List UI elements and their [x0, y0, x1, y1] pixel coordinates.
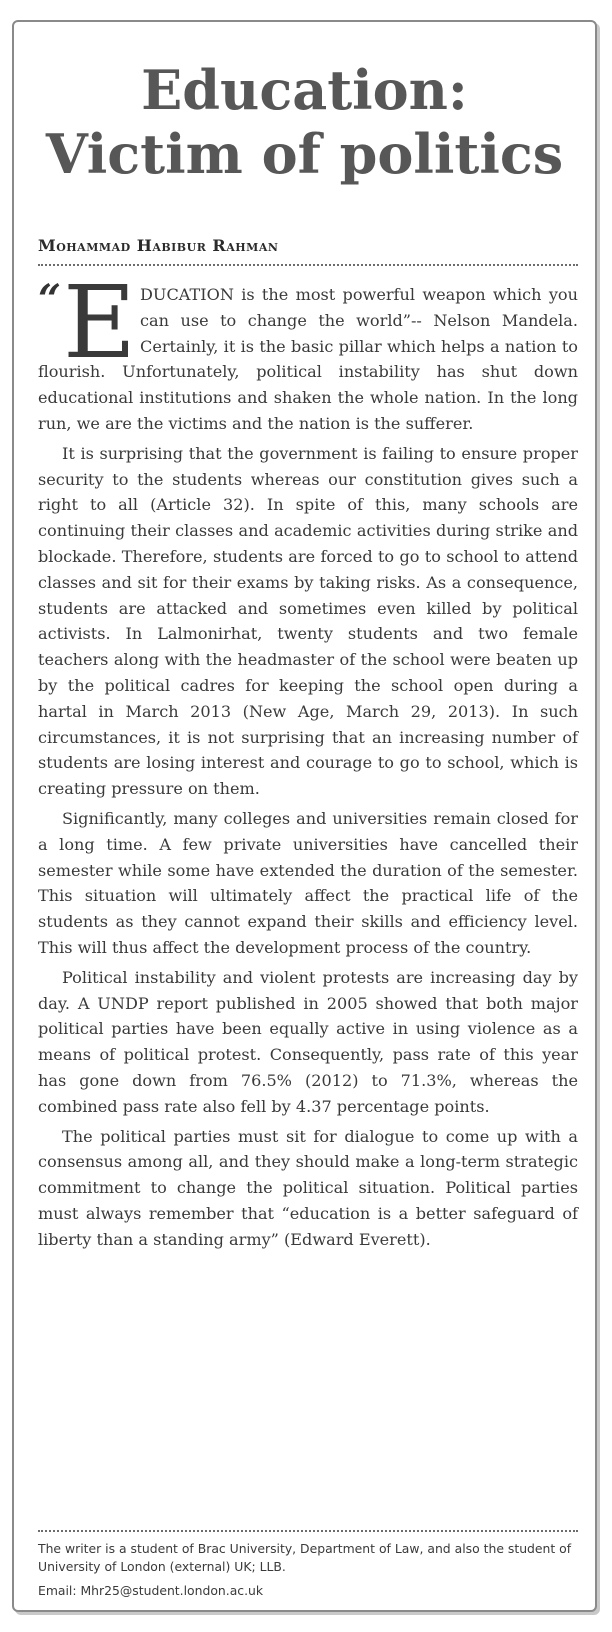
- paragraph-1-text: DUCATION is the most powerful weapon which you can use to change the world”-- Nelson Mandela. Certainly, it is the basic pillar which helps a nation to flourish. Unfortunately, political instability has shut down educational institutions and shaken the whole nation. In the long run, we are the victims and the nation is the sufferer.: [38, 285, 578, 433]
- drop-cap: E: [63, 264, 137, 381]
- paragraph-4: Political instability and violent protests are increasing day by day. A UNDP report published in 2005 showed that both major political parties have been equally active in using violence as a means of political protest. Consequently, pass rate of this year has gone down from 76.5% (2012) to 71.3%, whereas the combined pass rate also fell by 4.37 percentage points.: [38, 967, 578, 1116]
- article-body: [38, 264, 578, 1252]
- headline-line-2: Victim of politics: [45, 122, 564, 186]
- headline: [12, 58, 597, 186]
- author-note: [38, 1540, 578, 1600]
- paragraph-5: The political parties must sit for dialogue to come up with a consensus among all, and they should make a long-term strategic commitment to change the political situation. Political parties must always remember that “education is a better safeguard of liberty than a standing army” (Edward Everett).: [38, 1126, 578, 1249]
- quote-mark: “: [38, 276, 62, 323]
- author-email: Email: Mhr25@student.london.ac.uk: [38, 1583, 264, 1598]
- dotted-divider-bottom: [38, 1530, 578, 1532]
- paragraph-2: It is surprising that the government is failing to ensure proper security to the students whereas our constitution gives such a right to all (Article 32). In spite of this, many schools are continuing their classes and academic activities during strike and blockade. Therefore, students are forced to go to school to attend classes and sit for their exams by taking risks. As a consequence, students are attacked and sometimes even killed by political activists. In Lalmonirhat, twenty students and two female teachers along with the headmaster of the school were beaten up by the political cadres for keeping the school open during a hartal in March 2013 (New Age, March 29, 2013). In such circumstances, it is not surprising that an increasing number of students are losing interest and courage to go to school, which is creating pressure on them.: [38, 443, 578, 799]
- paragraph-1: [38, 264, 578, 437]
- paragraph-3: Significantly, many colleges and universities remain closed for a long time. A few private universities have cancelled their semester while some have extended the duration of the semester. This situation will ultimately affect the practical life of the students as they cannot expand their skills and efficiency level. This will thus affect the development process of the country.: [38, 808, 578, 957]
- author-bio: The writer is a student of Brac University, Department of Law, and also the student of University of London (external) UK; LLB.: [38, 1541, 572, 1574]
- byline: Mohammad Habibur Rahman: [38, 236, 279, 255]
- headline-line-1: Education:: [141, 58, 468, 122]
